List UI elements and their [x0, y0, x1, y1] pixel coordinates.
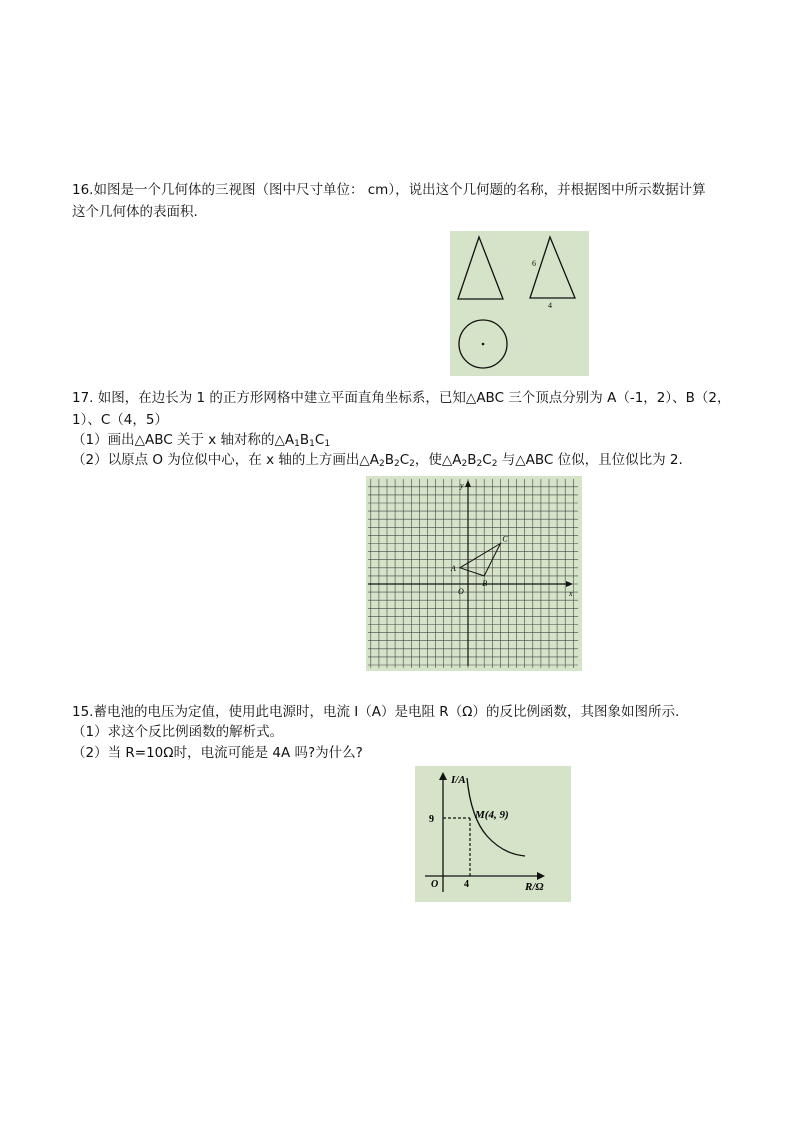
- top-view-center-dot: [482, 343, 485, 346]
- origin-label: O: [431, 879, 439, 890]
- base-label: 4: [548, 301, 552, 310]
- q15-inverse-function-figure: [415, 766, 571, 902]
- q16-text-line1: 16.如图是一个几何体的三视图（图中尺寸单位： cm），说出这个几何题的名称，并根据图中所示数据计算: [72, 182, 706, 198]
- y-tick-label: 9: [429, 814, 434, 825]
- y-axis-arrow: [465, 480, 471, 487]
- point-m-label: M(4, 9): [475, 809, 509, 821]
- front-view-triangle: [458, 237, 503, 299]
- vertex-label-a: A: [450, 563, 456, 573]
- y-axis-label: y: [460, 481, 464, 490]
- q17-text-line1: 17. 如图，在边长为 1 的正方形网格中建立平面直角坐标系，已知△ABC 三个顶点分别为 A（-1，2）、B（2，: [72, 390, 731, 406]
- height-label: 6: [532, 259, 536, 268]
- vertex-label-b: B: [482, 578, 488, 588]
- q17-part2: （2）以原点 O 为位似中心，在 x 轴的上方画出$\triangle A_2B_2C_2$，使$\triangle A_2B_2C_2$ 与△ABC 位似，且位似比为 2.: [72, 452, 683, 469]
- x-axis-arrow: [566, 581, 573, 587]
- q17-part1: （1）画出△ABC 关于 x 轴对称的$\triangle A_1B_1C_1$: [72, 432, 331, 449]
- q17-grid-figure: [366, 476, 582, 671]
- origin-label: O: [458, 587, 464, 596]
- q16-three-view-figure: [450, 231, 589, 376]
- q16-text-line2: 这个几何体的表面积.: [72, 204, 198, 220]
- q17-text-line2: 1）、C（4，5）: [72, 412, 168, 428]
- q15-text-line3: （2）当 R=10Ω时，电流可能是 4A 吗?为什么?: [72, 745, 363, 761]
- side-view-triangle: [530, 237, 575, 298]
- x-axis-label: x: [569, 589, 573, 598]
- square-grid: [368, 479, 578, 668]
- x-tick-label: 4: [464, 879, 469, 890]
- vertex-label-c: C: [502, 534, 508, 544]
- r-axis-label: R/Ω: [525, 881, 544, 893]
- i-axis-arrow: [439, 772, 447, 780]
- i-axis-label: I/A: [451, 774, 466, 786]
- r-axis-arrow: [537, 872, 545, 880]
- q15-text-line2: （1）求这个反比例函数的解析式。: [72, 724, 284, 740]
- q15-text-line1: 15.蓄电池的电压为定值，使用此电源时，电流 I（A）是电阻 R（Ω）的反比例函数，其图象如图所示.: [72, 704, 680, 720]
